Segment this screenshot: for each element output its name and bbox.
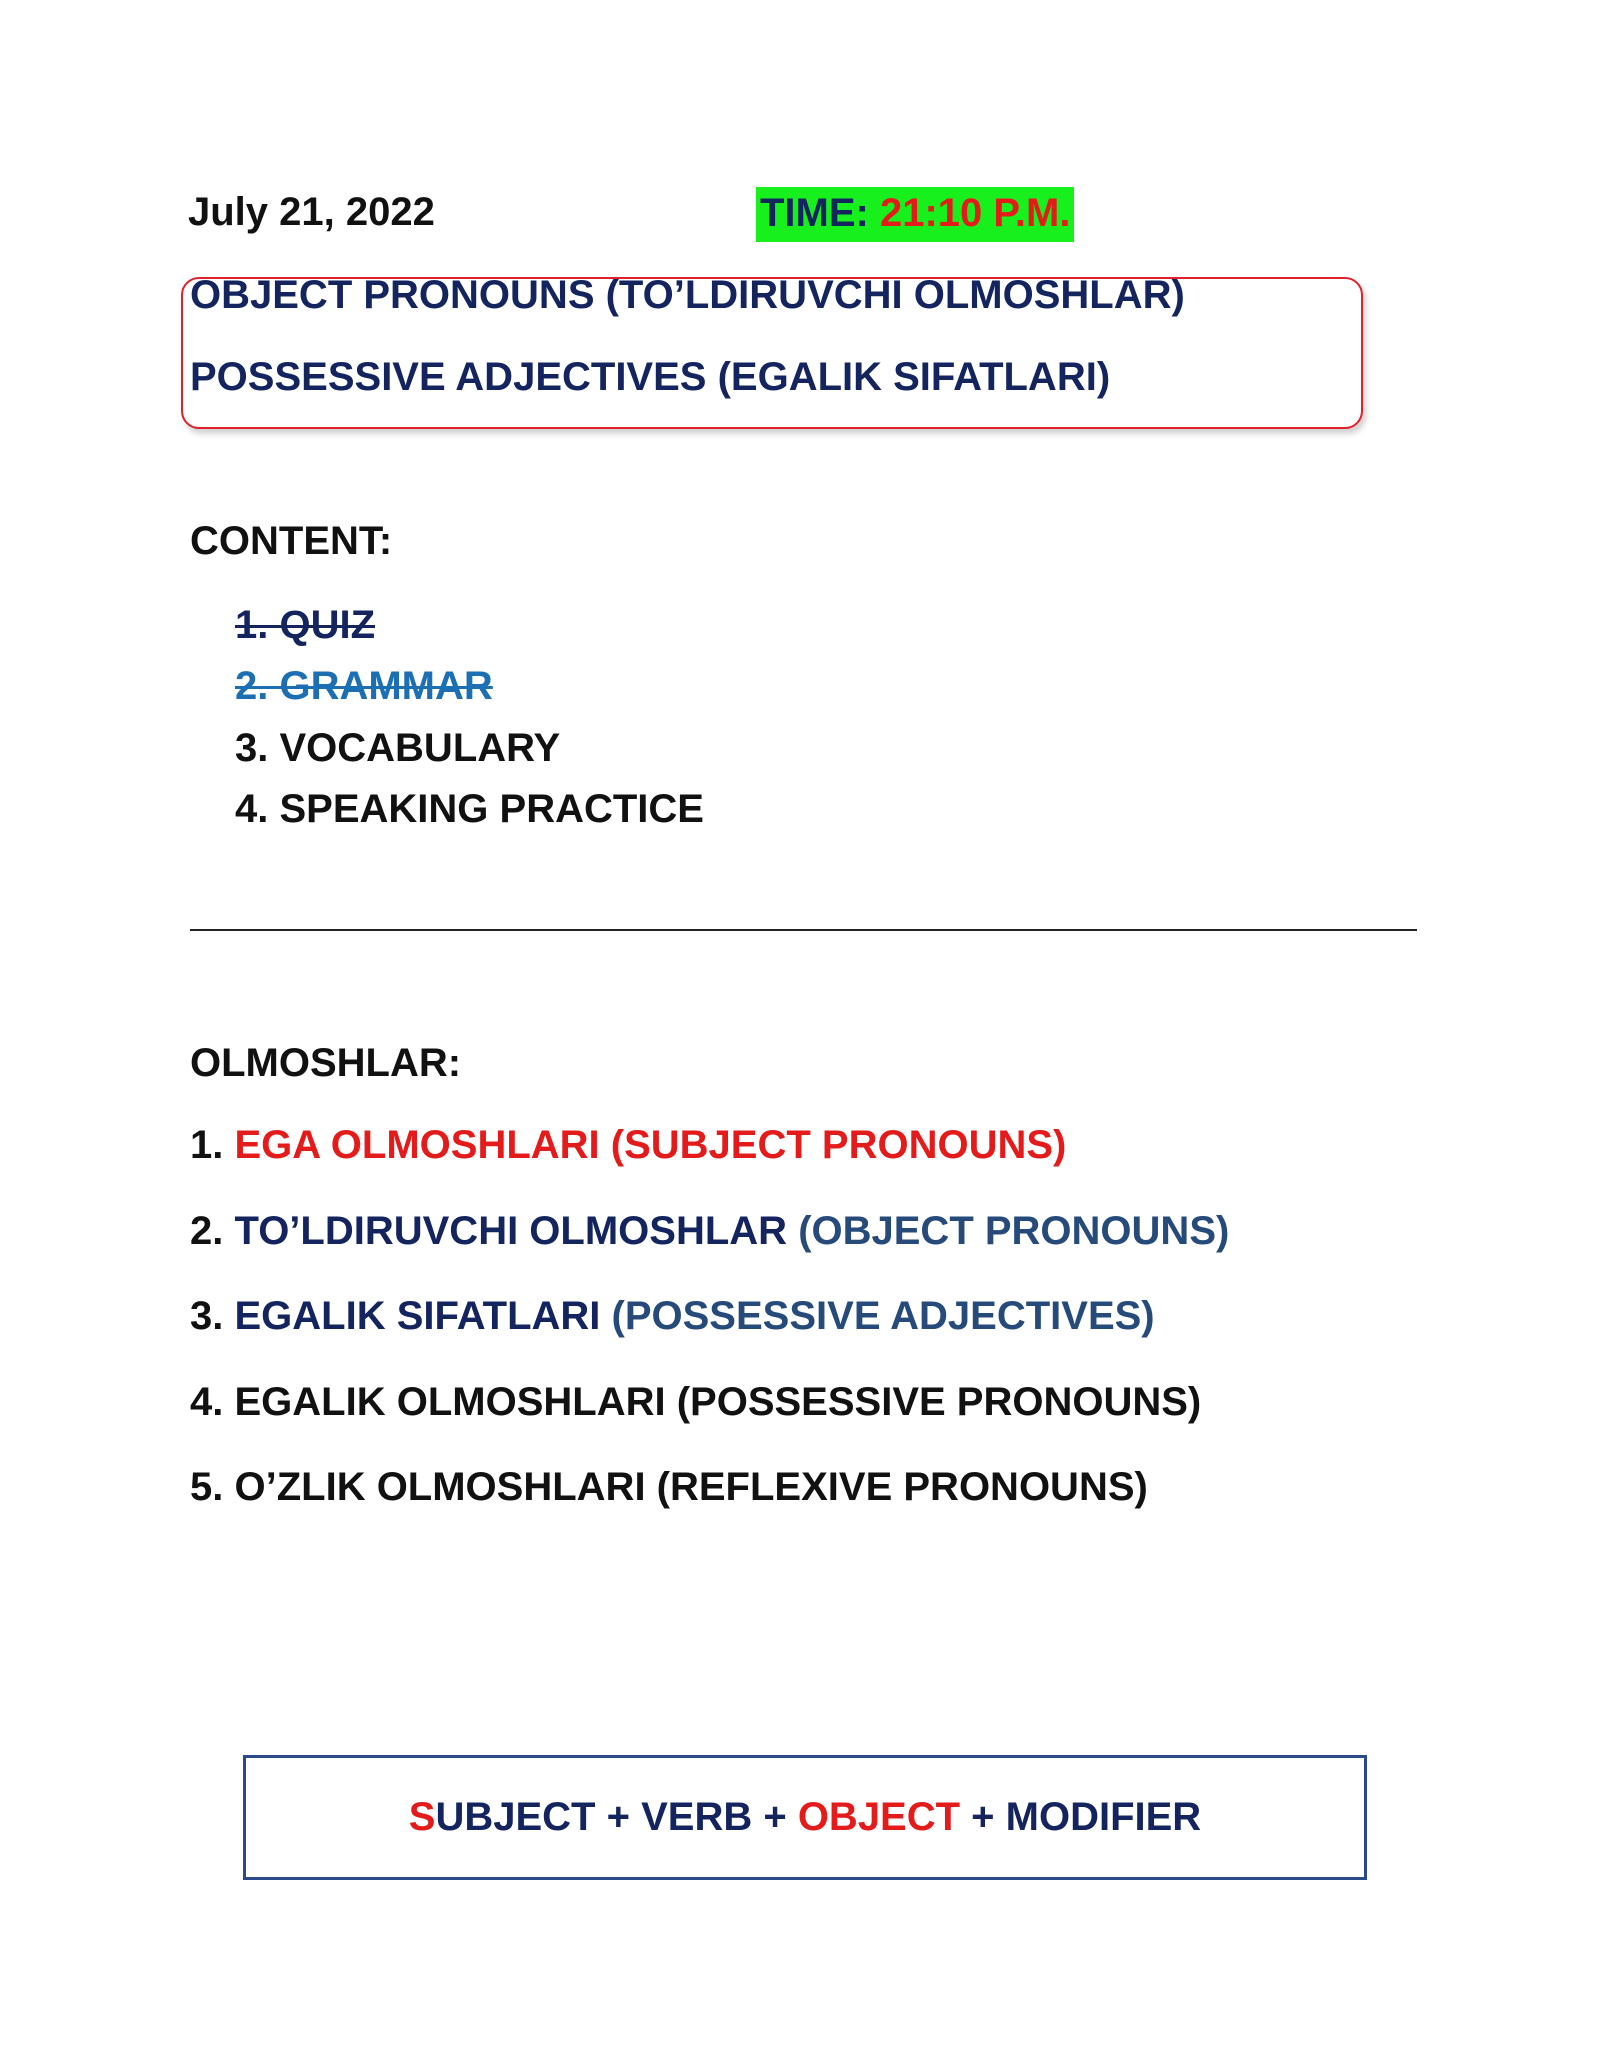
item-english: (OBJECT PRONOUNS) bbox=[798, 1209, 1230, 1253]
item-number: 1. bbox=[190, 1123, 235, 1167]
item-english: (POSSESSIVE PRONOUNS) bbox=[676, 1380, 1202, 1424]
olmoshlar-item-reflexive-pronouns bbox=[190, 1465, 1148, 1510]
item-number: 4. bbox=[190, 1380, 235, 1424]
sentence-formula bbox=[246, 1795, 1364, 1840]
item-number: 5. bbox=[190, 1465, 235, 1509]
olmoshlar-item-object-pronouns bbox=[190, 1209, 1229, 1254]
lesson-date: July 21, 2022 bbox=[188, 190, 435, 234]
content-item-quiz: 1. QUIZ bbox=[235, 603, 376, 647]
olmoshlar-item-possessive-adjectives bbox=[190, 1294, 1155, 1339]
content-item-grammar: 2. GRAMMAR bbox=[235, 664, 493, 708]
item-number: 3. bbox=[190, 1294, 235, 1338]
formula-verb: + VERB + bbox=[595, 1795, 798, 1839]
olmoshlar-item-possessive-pronouns bbox=[190, 1380, 1201, 1425]
content-heading: CONTENT: bbox=[190, 519, 393, 563]
formula-object: OBJECT bbox=[797, 1795, 961, 1839]
olmoshlar-item-subject-pronouns bbox=[190, 1123, 1066, 1168]
lesson-time bbox=[756, 187, 1074, 242]
item-uzbek: TO’LDIRUVCHI OLMOSHLAR bbox=[234, 1209, 799, 1253]
content-item-speaking-practice: 4. SPEAKING PRACTICE bbox=[235, 787, 704, 831]
olmoshlar-heading: OLMOSHLAR: bbox=[190, 1041, 462, 1085]
item-english: (REFLEXIVE PRONOUNS) bbox=[656, 1465, 1148, 1509]
time-value: 21:10 P.M. bbox=[879, 191, 1071, 235]
formula-subject-rest: UBJECT bbox=[435, 1795, 596, 1839]
item-english: (POSSESSIVE ADJECTIVES) bbox=[611, 1294, 1155, 1338]
topic-line-possessive-adjectives: POSSESSIVE ADJECTIVES (EGALIK SIFATLARI) bbox=[190, 355, 1111, 399]
sentence-formula-box bbox=[243, 1755, 1367, 1880]
content-item-vocabulary: 3. VOCABULARY bbox=[235, 726, 561, 770]
formula-subject-initial: S bbox=[408, 1795, 436, 1839]
item-number: 2. bbox=[190, 1209, 235, 1253]
time-label: TIME: bbox=[760, 191, 880, 235]
item-uzbek: EGALIK SIFATLARI bbox=[234, 1294, 612, 1338]
topic-line-object-pronouns: OBJECT PRONOUNS (TO’LDIRUVCHI OLMOSHLAR) bbox=[190, 273, 1185, 317]
item-uzbek: O’ZLIK OLMOSHLARI bbox=[234, 1465, 657, 1509]
item-uzbek: EGALIK OLMOSHLARI bbox=[234, 1380, 677, 1424]
formula-modifier: + MODIFIER bbox=[960, 1795, 1202, 1839]
section-divider bbox=[190, 929, 1417, 931]
item-english: (SUBJECT PRONOUNS) bbox=[610, 1123, 1067, 1167]
item-uzbek: EGA OLMOSHLARI bbox=[234, 1123, 611, 1167]
